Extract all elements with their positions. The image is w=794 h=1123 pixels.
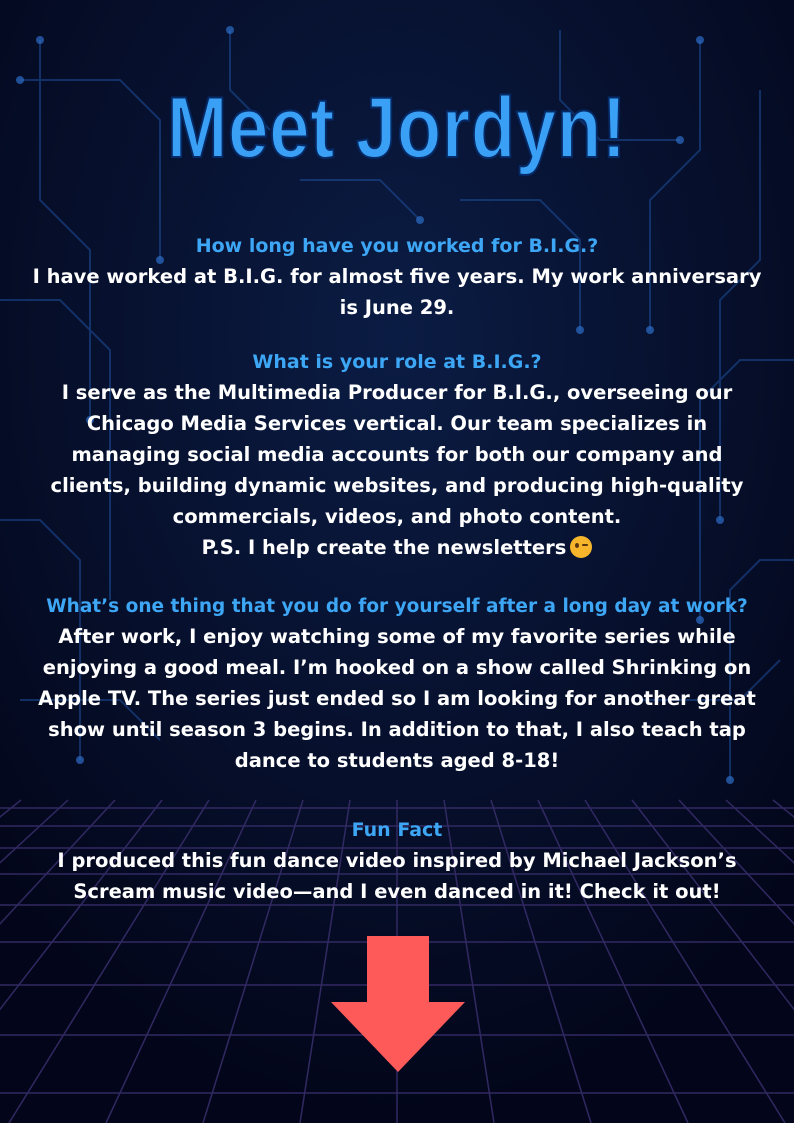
answer-line: After work, I enjoy watching some of my favorite series while xyxy=(58,625,736,648)
ps-line xyxy=(20,532,774,563)
answer-line: Apple TV. The series just ended so I am looking for another great xyxy=(38,687,756,710)
section-question: What is your role at B.I.G.? xyxy=(252,351,542,373)
section-answer xyxy=(20,621,774,776)
answer-line: managing social media accounts for both our company and xyxy=(71,443,723,466)
winking-face-emoji-icon xyxy=(570,536,592,558)
answer-line: is June 29. xyxy=(339,296,455,319)
section-question: What’s one thing that you do for yourself after a long day at work? xyxy=(46,596,748,617)
section-role xyxy=(20,348,774,563)
answer-line: I serve as the Multimedia Producer for B.I.G., overseeing our xyxy=(61,381,733,404)
answer-line: enjoying a good meal. I’m hooked on a show called Shrinking on xyxy=(42,656,752,679)
section-answer xyxy=(20,377,774,563)
answer-line: I have worked at B.I.G. for almost five years. My work anniversary xyxy=(32,265,762,288)
answer-line: dance to students aged 8-18! xyxy=(234,749,560,772)
section-question: Fun Fact xyxy=(351,819,443,841)
section-answer xyxy=(20,261,774,323)
answer-line: Scream music video—and I even danced in it! Check it out! xyxy=(73,880,721,903)
section-after-work xyxy=(20,592,774,776)
section-tenure xyxy=(20,232,774,323)
section-question: How long have you worked for B.I.G.? xyxy=(195,235,599,257)
answer-line: Chicago Media Services vertical. Our team specializes in xyxy=(86,412,708,435)
section-answer xyxy=(20,845,774,907)
answer-line: clients, building dynamic websites, and producing high-quality xyxy=(50,474,744,497)
ps-text: P.S. I help create the newsletters xyxy=(201,536,567,559)
answer-line: commercials, videos, and photo content. xyxy=(172,505,622,528)
answer-line: show until season 3 begins. In addition to that, I also teach tap xyxy=(48,718,746,741)
answer-line: I produced this fun dance video inspired by Michael Jackson’s xyxy=(57,849,737,872)
page-title: Meet Jordyn! xyxy=(167,80,627,176)
down-arrow-icon[interactable] xyxy=(331,936,465,1072)
section-fun-fact xyxy=(20,816,774,907)
